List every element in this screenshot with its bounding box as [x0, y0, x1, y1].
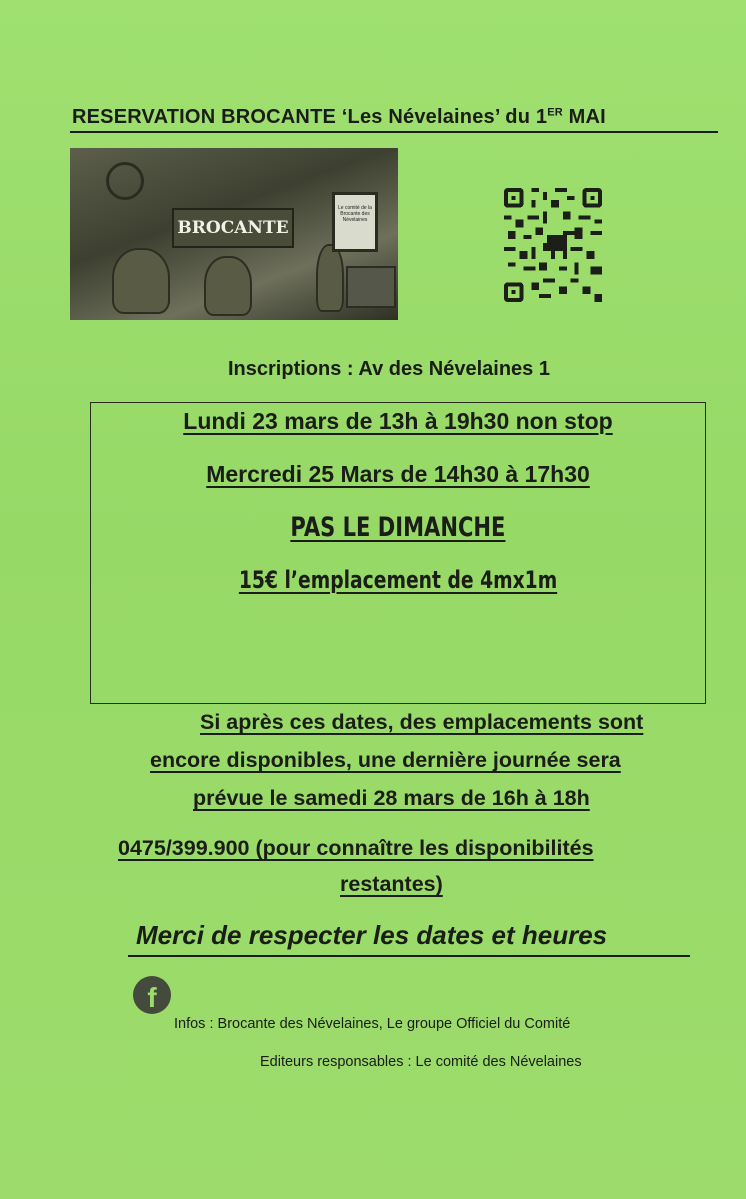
- qr-code-icon[interactable]: [503, 188, 603, 302]
- phone-line-1: [118, 836, 594, 861]
- demijohn-center: [204, 256, 252, 316]
- facebook-icon[interactable]: f: [133, 976, 171, 1014]
- title-main: RESERVATION BROCANTE ‘Les Névelaines’ du 1: [72, 106, 548, 128]
- flyer-title: [72, 106, 712, 129]
- wheel-decor: [106, 162, 144, 200]
- schedule-box: [90, 402, 706, 704]
- merci-note: Merci de respecter les dates et heures: [136, 920, 608, 950]
- inscriptions-address: Inscriptions : Av des Névelaines 1: [228, 358, 550, 380]
- schedule-monday-text: Lundi 23 mars de 13h à 19h30 non stop: [183, 408, 613, 434]
- schedule-wednesday: [90, 461, 706, 488]
- extra-line-3: [193, 786, 590, 811]
- extra-line-1-text: Si après ces dates, des emplacements sont: [200, 710, 644, 734]
- committee-board: Le comité de la Brocante des Névelaines: [332, 192, 378, 252]
- extra-line-3-text: prévue le samedi 28 mars de 16h à 18h: [193, 786, 590, 810]
- merci-underline: [128, 955, 690, 957]
- schedule-monday: [90, 408, 706, 435]
- extra-line-1: [200, 710, 643, 735]
- phone-line-2-text: restantes): [340, 872, 443, 896]
- price-info: [90, 566, 706, 595]
- footer-infos: Infos : Brocante des Névelaines, Le groupe Officiel du Comité: [174, 1016, 571, 1032]
- title-underline: [70, 131, 718, 133]
- phone-line-1-text: 0475/399.900 (pour connaître les disponibilités: [118, 836, 594, 860]
- crate: [346, 266, 396, 308]
- title-end: MAI: [562, 106, 606, 128]
- title-sup: ER: [547, 106, 563, 119]
- footer-editeurs: Editeurs responsables : Le comité des Névelaines: [260, 1054, 582, 1070]
- demijohn-left: [112, 248, 170, 314]
- brocante-photo: [70, 148, 398, 320]
- phone-line-2: [340, 872, 443, 897]
- no-sunday-warning: [90, 512, 706, 543]
- brocante-sign: BROCANTE: [172, 208, 294, 248]
- price-text: 15€ l’emplacement de 4mx1m: [238, 566, 558, 594]
- milk-can: [316, 244, 344, 312]
- no-sunday-text: PAS LE DIMANCHE: [290, 512, 506, 543]
- extra-line-2: [150, 748, 621, 773]
- extra-line-2-text: encore disponibles, une dernière journée sera: [150, 748, 621, 772]
- schedule-wednesday-text: Mercredi 25 Mars de 14h30 à 17h30: [206, 461, 590, 487]
